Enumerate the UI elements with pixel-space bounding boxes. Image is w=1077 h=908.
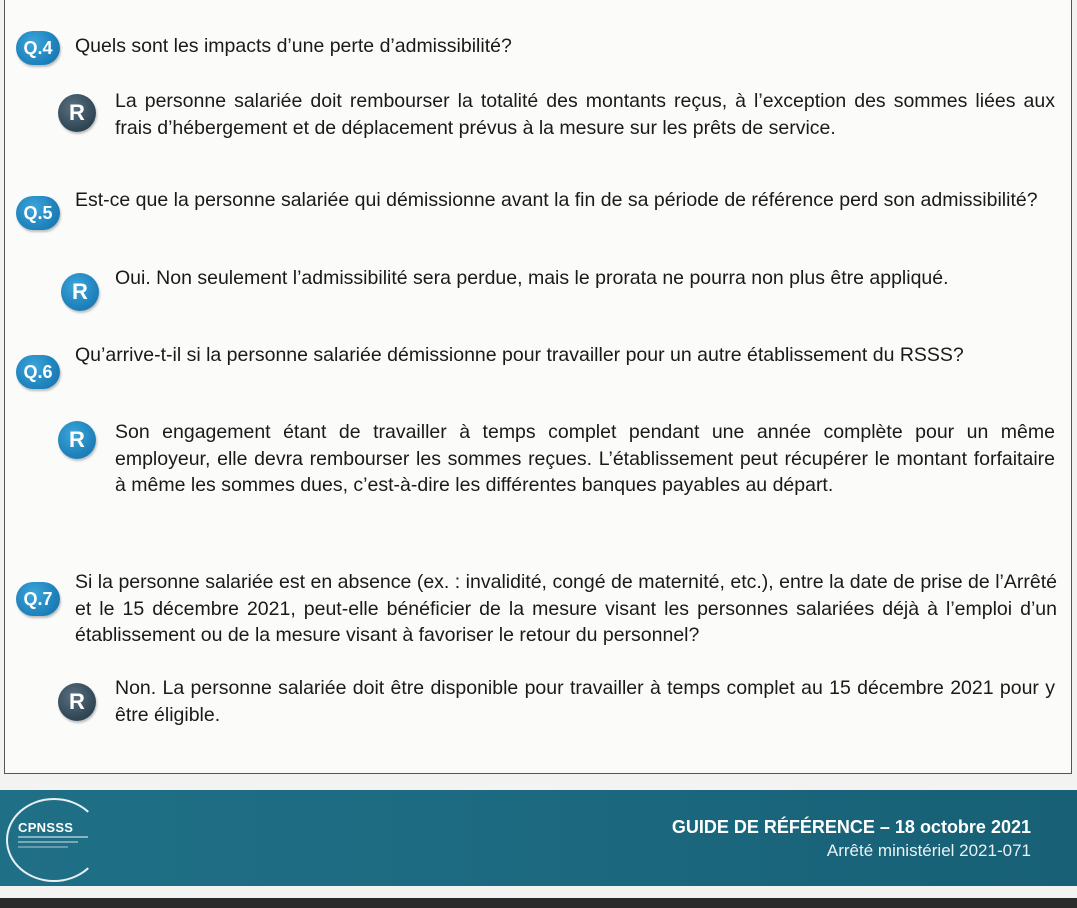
answer-badge-q4: R — [58, 94, 96, 132]
guide-subtitle: Arrêté ministériel 2021-071 — [826, 841, 1031, 860]
cpnsss-logo-text: CPNSSS — [18, 820, 74, 835]
bottom-edge — [0, 898, 1077, 908]
answer-badge-q5: R — [61, 273, 99, 311]
question-q7: Si la personne salariée est en absence (ex. : invalidité, congé de maternité, etc.), entre la date de prise de l’Arrêté et le 15 décembre 2021, peut-elle bénéficier de la mesure visant les personnes salariées déjà à l’emploi d’un établissement ou de la mesure visant à favoriser le retour du personnel? — [75, 571, 1057, 646]
answer-q5: Oui. Non seulement l’admissibilité sera perdue, mais le prorata ne pourra non plus être appliqué. — [115, 267, 949, 289]
answer-q6: Son engagement étant de travailler à temps complet pendant une année complète pour un même employeur, elle devra rembourser les sommes reçues. L’établissement peut récupérer le montant forfaitaire à même les sommes dues, c’est-à-dire les différentes banques payables au départ. — [115, 421, 1055, 496]
question-q5: Est-ce que la personne salariée qui démissionne avant la fin de sa période de référence perd son admissibilité? — [75, 189, 1038, 211]
cpnsss-logo-subtext — [18, 836, 118, 848]
answer-q4: La personne salariée doit rembourser la totalité des montants reçus, à l’exception des sommes liées aux frais d’hébergement et de déplacement prévus à la mesure sur les prêts de service. — [115, 90, 1055, 139]
footer-banner — [0, 790, 1077, 886]
question-badge-q5: Q.5 — [16, 196, 60, 230]
question-badge-q7: Q.7 — [16, 582, 60, 616]
answer-q7: Non. La personne salariée doit être disponible pour travailler à temps complet au 15 décembre 2021 pour y être éligible. — [115, 677, 1055, 726]
question-badge-q6: Q.6 — [16, 355, 60, 389]
answer-badge-q7: R — [58, 683, 96, 721]
question-badge-q4: Q.4 — [16, 31, 60, 65]
question-q6: Qu’arrive-t-il si la personne salariée démissionne pour travailler pour un autre établissement du RSSS? — [75, 344, 964, 366]
guide-title: GUIDE DE RÉFÉRENCE – 18 octobre 2021 — [671, 817, 1031, 837]
answer-badge-q6: R — [58, 421, 96, 459]
question-q4: Quels sont les impacts d’une perte d’admissibilité? — [75, 35, 512, 57]
